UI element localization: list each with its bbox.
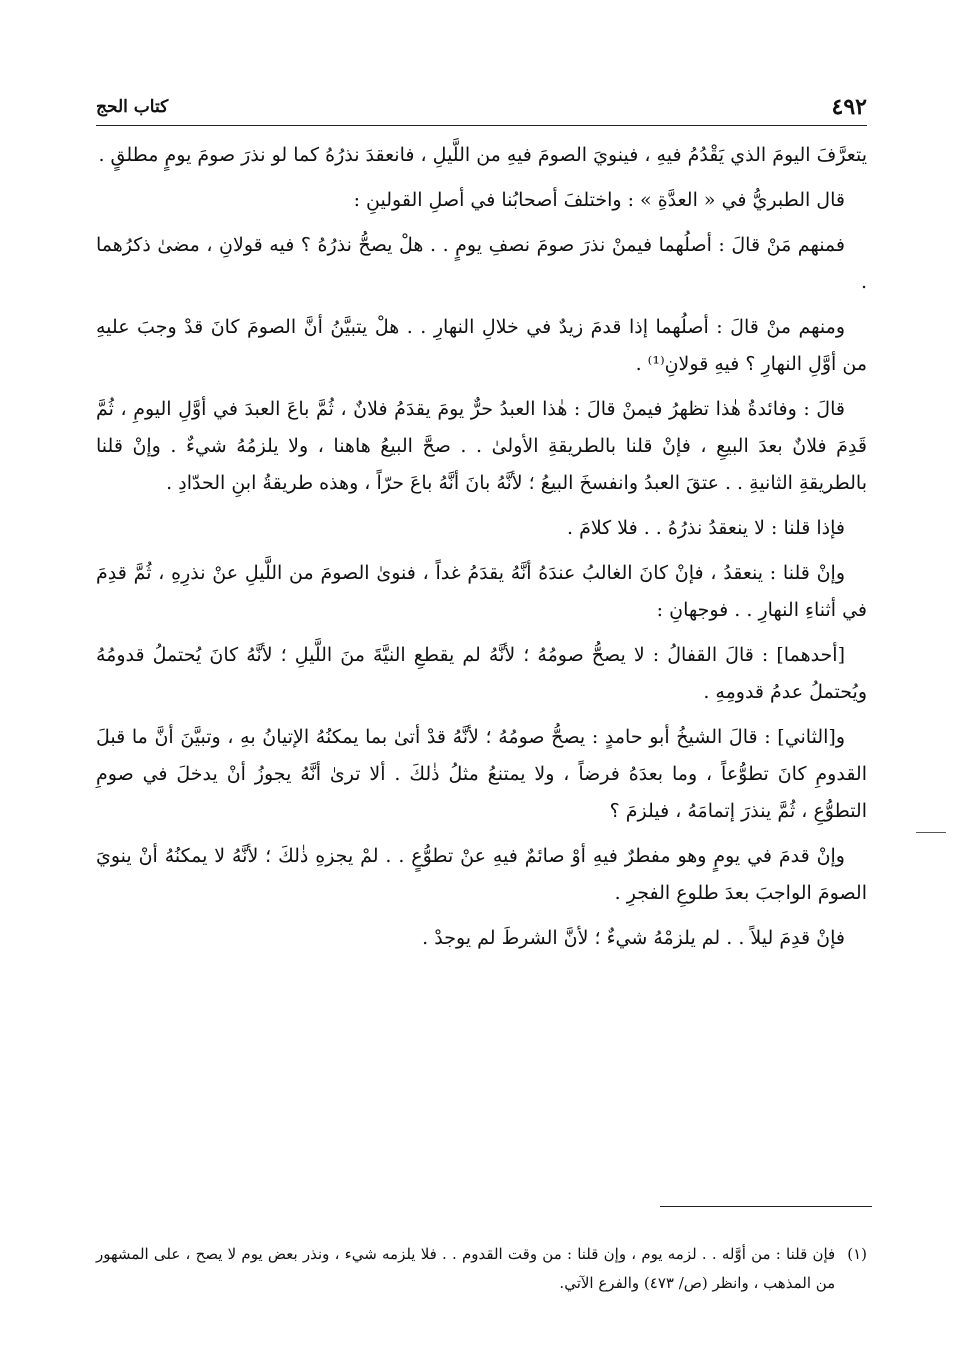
running-title: كتاب الحج	[96, 97, 169, 117]
paragraph-8: [أحدهما] : قالَ القفالُ : لا يصحُّ صومُهُ ؛ لأنَّهُ لم يقطعِ النيَّةَ منَ اللَّيلِ ؛ لأنَّهُ كانَ يُحتملُ قدومُهُ ويُحتملُ عدمُ قدومِهِ .	[96, 644, 867, 703]
margin-mark	[916, 832, 946, 833]
footnote-marker: (١)	[847, 1245, 867, 1263]
paragraph-5: قالَ : وفائدةُ هٰذا تظهرُ فيمنْ قالَ : هٰذا العبدُ حرٌّ يومَ يقدَمُ فلانٌ ، ثُمَّ باعَ العبدَ في أوَّلِ اليومِ ، ثُمَّ قَدِمَ فلانٌ بعدَ البيعِ ، فإنْ قلنا بالطريقةِ الأولىٰ . . صحَّ البيعُ هاهنا ، ولا يلزمُهُ شيءٌ . وإنْ قلنا بالطريقةِ الثانيةِ . . عتقَ العبدُ وانفسخَ البيعُ ؛ لأنَّهُ بانَ أنَّهُ باعَ حرّاً ، وهذه طريقةُ ابنِ الحدّادِ .	[96, 398, 867, 494]
paragraph-4: ومنهم منْ قالَ : أصلُهما إذا قدمَ زيدٌ في خلالِ النهارِ . . هلْ يتبيَّنُ أنَّ الصومَ كانَ قدْ وجبَ عليهِ من أوَّلِ النهارِ ؟ فيهِ قولانِ⁽¹⁾ .	[96, 316, 867, 375]
main-text	[96, 137, 867, 965]
paragraph-6: فإذا قلنا : لا ينعقدُ نذرُهُ . . فلا كلامَ .	[567, 517, 845, 539]
paragraph-1: يتعرَّفَ اليومَ الذي يَقْدُمُ فيهِ ، فينويَ الصومَ فيهِ من اللَّيلِ ، فانعقدَ نذرُهُ كما لو نذرَ صومَ يومٍ مطلقٍ .	[98, 144, 867, 166]
paragraph-9: و[الثاني] : قالَ الشيخُ أبو حامدٍ : يصحُّ صومُهُ ؛ لأنَّهُ قدْ أتىٰ بما يمكنُهُ الإتيانُ بهِ ، وتبيَّنَ أنَّ ما قبلَ القدومِ كانَ تطوُّعاً ، وما بعدَهُ فرضاً ، ولا يمتنعُ مثلُ ذٰلكَ . ألا ترىٰ أنَّهُ يجوزُ أنْ يدخلَ في صومِ التطوُّعِ ، ثُمَّ ينذرَ إتمامَهُ ، فيلزمَ ؟	[96, 726, 867, 822]
page-header	[96, 92, 867, 122]
paragraph-11: فإنْ قدِمَ ليلاً . . لم يلزمْهُ شيءٌ ؛ لأنَّ الشرطَ لم يوجدْ .	[422, 927, 845, 949]
footnote-text: فإن قلنا : من أوَّله . . لزمه يوم ، وإن قلنا : من وقت القدوم . . فلا يلزمه شيء ، ونذر بعض يوم لا يصح ، على المشهور من المذهب ، وانظر (ص/ ٤٧٣) والفرع الآتي.	[96, 1245, 836, 1292]
page-number: ٤٩٢	[831, 94, 867, 120]
paragraph-10: وإنْ قدمَ في يومٍ وهو مفطرٌ فيهِ أوْ صائمٌ فيهِ عنْ تطوُّعٍ . . لمْ يجزهِ ذٰلكَ ؛ لأنَّهُ لا يمكنُهُ أنْ ينويَ الصومَ الواجبَ بعدَ طلوعِ الفجرِ .	[96, 845, 867, 904]
paragraph-2: قال الطبريُّ في « العدَّةِ » : واختلفَ أصحابُنا في أصلِ القولينِ :	[353, 189, 845, 211]
footnote-rule	[660, 1206, 872, 1207]
footnote	[96, 1240, 867, 1298]
paragraph-7: وإنْ قلنا : ينعقدُ ، فإنْ كانَ الغالبُ عندَهُ أنَّهُ يقدَمُ غداً ، فنوىٰ الصومَ من اللَّيلِ عنْ نذرِهِ ، ثُمَّ قدِمَ في أثناءِ النهارِ . . فوجهانِ :	[96, 562, 867, 621]
paragraph-3: فمنهم مَنْ قالَ : أصلُهما فيمنْ نذرَ صومَ نصفِ يومٍ . . هلْ يصحُّ نذرُهُ ؟ فيه قولانِ ، مضىٰ ذكرُهما .	[96, 234, 867, 293]
header-rule	[96, 125, 867, 126]
